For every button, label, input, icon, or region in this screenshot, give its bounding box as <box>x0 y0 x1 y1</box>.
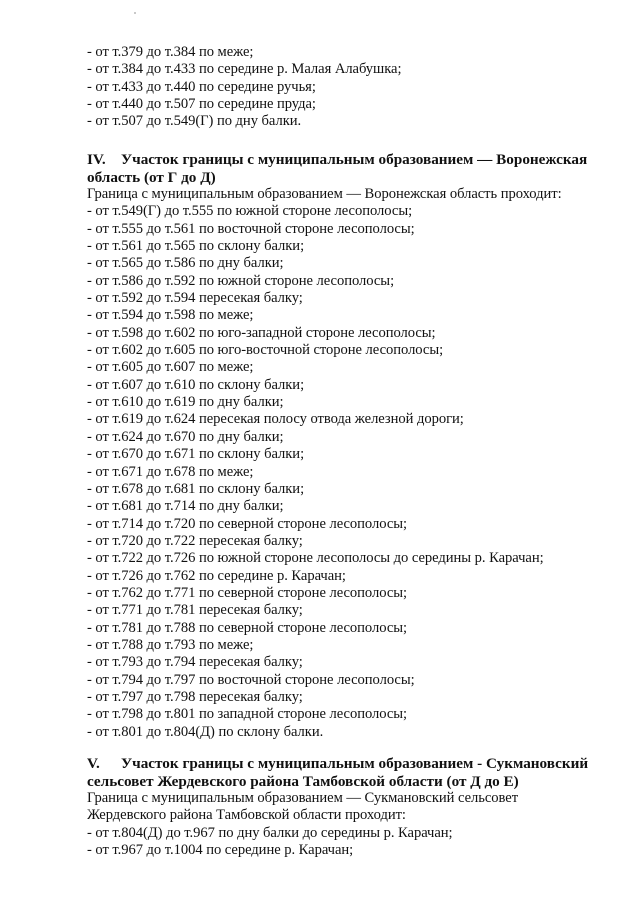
list-item: - от т.798 до т.801 по западной стороне лесополосы; <box>87 706 408 723</box>
list-item: - от т.379 до т.384 по меже; <box>87 44 254 60</box>
list-item: - от т.804(Д) до т.967 по дну балки до середины р. Карачан; <box>87 824 453 841</box>
list-item: - от т.592 до т.594 пересекая балку; <box>87 290 303 307</box>
list-item: - от т.781 до т.788 по северной стороне лесополосы; <box>87 619 408 636</box>
section-iv-heading <box>87 151 617 169</box>
list-item: - от т.610 до т.619 по дну балки; <box>87 394 284 411</box>
list-item: - от т.722 до т.726 по южной стороне лесополосы до середины р. Карачан; <box>87 550 544 567</box>
list-item: - от т.681 до т.714 по дну балки; <box>87 498 284 515</box>
list-item: - от т.794 до т.797 по восточной стороне лесополосы; <box>87 671 415 688</box>
list-item: - от т.598 до т.602 по юго-западной стороне лесополосы; <box>87 324 436 341</box>
section-number: V. <box>87 755 100 772</box>
list-item: - от т.586 до т.592 по южной стороне лесополосы; <box>87 272 395 289</box>
list-item: - от т.549(Г) до т.555 по южной стороне лесополосы; <box>87 203 413 220</box>
list-item: - от т.678 до т.681 по склону балки; <box>87 480 305 497</box>
list-item: - от т.384 до т.433 по середине р. Малая Алабушка; <box>87 61 402 78</box>
list-item: - от т.801 до т.804(Д) по склону балки. <box>87 723 324 740</box>
section-iv-list <box>87 203 617 741</box>
scan-speck <box>134 12 136 14</box>
section-v-list <box>87 825 617 860</box>
list-item: - от т.726 до т.762 по середине р. Карачан; <box>87 567 346 584</box>
section-intro-continuation: Жердевского района Тамбовской области проходит: <box>87 807 406 824</box>
list-item: - от т.624 до т.670 по дну балки; <box>87 428 284 445</box>
list-item: - от т.433 до т.440 по середине ручья; <box>87 78 316 95</box>
section-v-heading <box>87 755 617 773</box>
list-item: - от т.605 до т.607 по меже; <box>87 359 254 376</box>
list-item: - от т.594 до т.598 по меже; <box>87 307 254 324</box>
list-item: - от т.565 до т.586 по дну балки; <box>87 255 284 272</box>
list-item: - от т.670 до т.671 по склону балки; <box>87 446 305 463</box>
list-item: - от т.771 до т.781 пересекая балку; <box>87 602 303 619</box>
section-title-continuation: область (от Г до Д) <box>87 168 216 186</box>
section-v <box>87 755 617 859</box>
list-item: - от т.607 до т.610 по склону балки; <box>87 376 305 393</box>
list-item: - от т.555 до т.561 по восточной стороне лесополосы; <box>87 220 415 237</box>
section-title: Участок границы с муниципальным образованием - Сукмановский <box>121 755 589 772</box>
list-item: - от т.762 до т.771 по северной стороне лесополосы; <box>87 584 408 601</box>
section-title: Участок границы с муниципальным образованием — Воронежская <box>121 151 588 168</box>
section-intro: Граница с муниципальным образованием — Сукмановский сельсовет <box>87 790 519 806</box>
list-item: - от т.714 до т.720 по северной стороне лесополосы; <box>87 515 408 532</box>
list-item: - от т.797 до т.798 пересекая балку; <box>87 688 303 705</box>
list-item: - от т.720 до т.722 пересекая балку; <box>87 532 303 549</box>
list-item: - от т.440 до т.507 по середине пруда; <box>87 96 316 113</box>
section-title-continuation: сельсовет Жердевского района Тамбовской области (от Д до Е) <box>87 772 519 790</box>
section-intro: Граница с муниципальным образованием — Воронежская область проходит: <box>87 186 562 202</box>
list-item: - от т.788 до т.793 по меже; <box>87 636 254 653</box>
list-item: - от т.602 до т.605 по юго-восточной стороне лесополосы; <box>87 342 444 359</box>
list-item: - от т.507 до т.549(Г) по дну балки. <box>87 113 302 130</box>
section-iv <box>87 151 617 741</box>
list-item: - от т.619 до т.624 пересекая полосу отвода железной дороги; <box>87 411 464 428</box>
list-item: - от т.561 до т.565 по склону балки; <box>87 238 305 255</box>
list-item: - от т.671 до т.678 по меже; <box>87 463 254 480</box>
list-item: - от т.793 до т.794 пересекая балку; <box>87 654 303 671</box>
section-number: IV. <box>87 151 106 168</box>
list-item: - от т.967 до т.1004 по середине р. Карачан; <box>87 842 354 859</box>
continued-boundary-list <box>87 44 617 131</box>
